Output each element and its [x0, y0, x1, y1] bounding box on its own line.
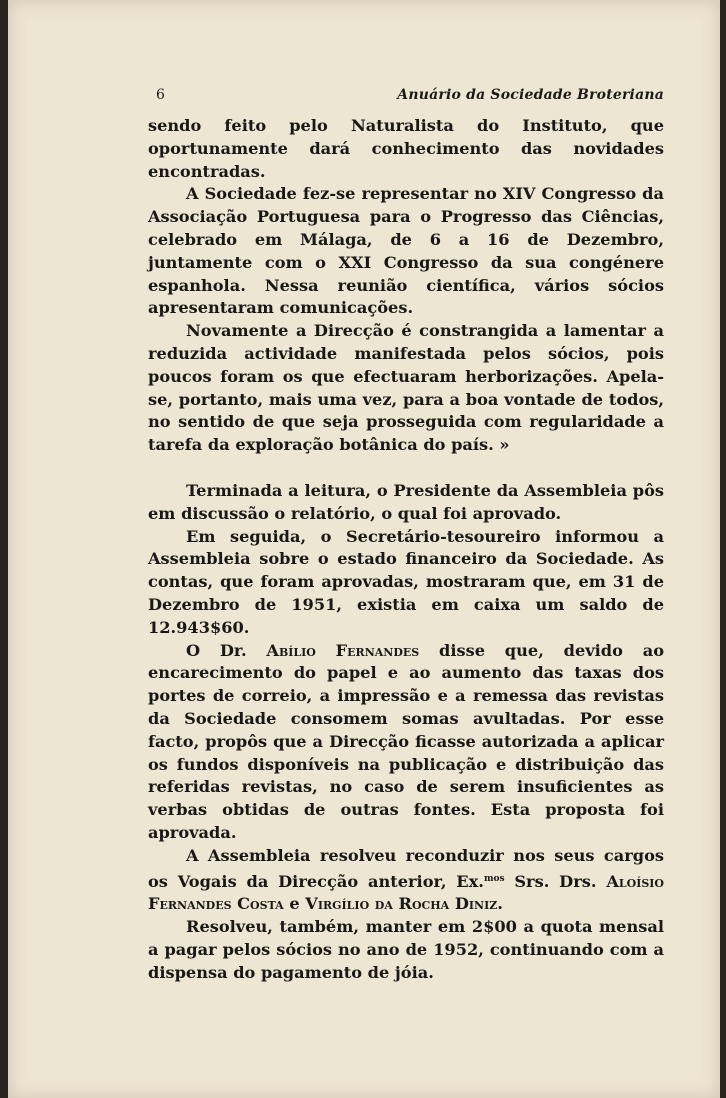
paragraph-6: [148, 640, 664, 845]
paragraph-8: Resolveu, também, manter em 2$00 a quota mensal a pagar pelos sócios no ano de 1952, continuando com a dispensa do pagamento de jóia.: [148, 917, 664, 982]
running-header: [148, 87, 664, 107]
p7-superscript: mos: [483, 873, 505, 884]
paragraph-4: Terminada a leitura, o Presidente da Assembleia pôs em discussão o relatório, o qual foi aprovado.: [148, 480, 664, 523]
paragraph-7: [148, 845, 664, 916]
body-text: [148, 115, 664, 984]
p6-rest: disse que, devido ao encarecimento do papel e ao aumento das taxas dos portes de correio, a impressão e a remessa das revistas da Sociedade consomem somas avultadas. Por esse facto, propôs que a Direcção ficasse autorizada a aplicar os fundos disponíveis na publicação e distribuição das referidas revistas, no caso de serem insuficientes as verbas obtidas de outras fontes. Esta proposta foi aprovada.: [148, 640, 664, 842]
paragraph-3: Novamente a Direcção é constrangida a lamentar a reduzida actividade manifestada pelos sócios, pois poucos foram os que efectuaram herborizações. Apela-se, portanto, mais uma vez, para a boa vontade de todos, no sentido de que seja prosseguida com regularidade a tarefa da exploração botânica do país. »: [148, 321, 664, 455]
journal-title: Anuário da Sociedade Broteriana: [397, 87, 664, 103]
person-name-virgilio-da-rocha-diniz: Virgílio da Rocha Diniz: [305, 894, 498, 914]
document-page: [8, 0, 720, 1098]
person-name-abilio-fernandes: Abílio Fernandes: [266, 640, 420, 660]
p7-end: .: [497, 894, 503, 914]
p6-lead: O Dr.: [186, 640, 247, 660]
page-number: 6: [156, 87, 165, 103]
paragraph-5: Em seguida, o Secretário-tesoureiro informou a Assembleia sobre o estado financeiro da Sociedade. As contas, que foram aprovadas, mostraram que, em 31 de Dezembro de 1951, existia em caixa um saldo de 12.943$60.: [148, 526, 664, 637]
paragraph-1: sendo feito pelo Naturalista do Instituto, que oportunamente dará conhecimento das novidades encontradas.: [148, 116, 664, 181]
person-name-aloisio-fernandes-costa: Aloísio Fernandes Costa: [148, 871, 665, 914]
p7-mid: Srs. Drs.: [514, 871, 597, 891]
p7-lead: A Assembleia resolveu reconduzir nos seus cargos os Vogais da Direcção anterior, Ex.: [148, 845, 664, 891]
paragraph-2: A Sociedade fez-se representar no XIV Congresso da Associação Portuguesa para o Progresso das Ciências, celebrado em Málaga, de 6 a 16 de Dezembro, juntamente com o XXI Congresso da sua congénere espanhola. Nessa reunião científica, vários sócios apresentaram comunicações.: [148, 184, 664, 318]
p7-joiner: e: [289, 894, 300, 914]
